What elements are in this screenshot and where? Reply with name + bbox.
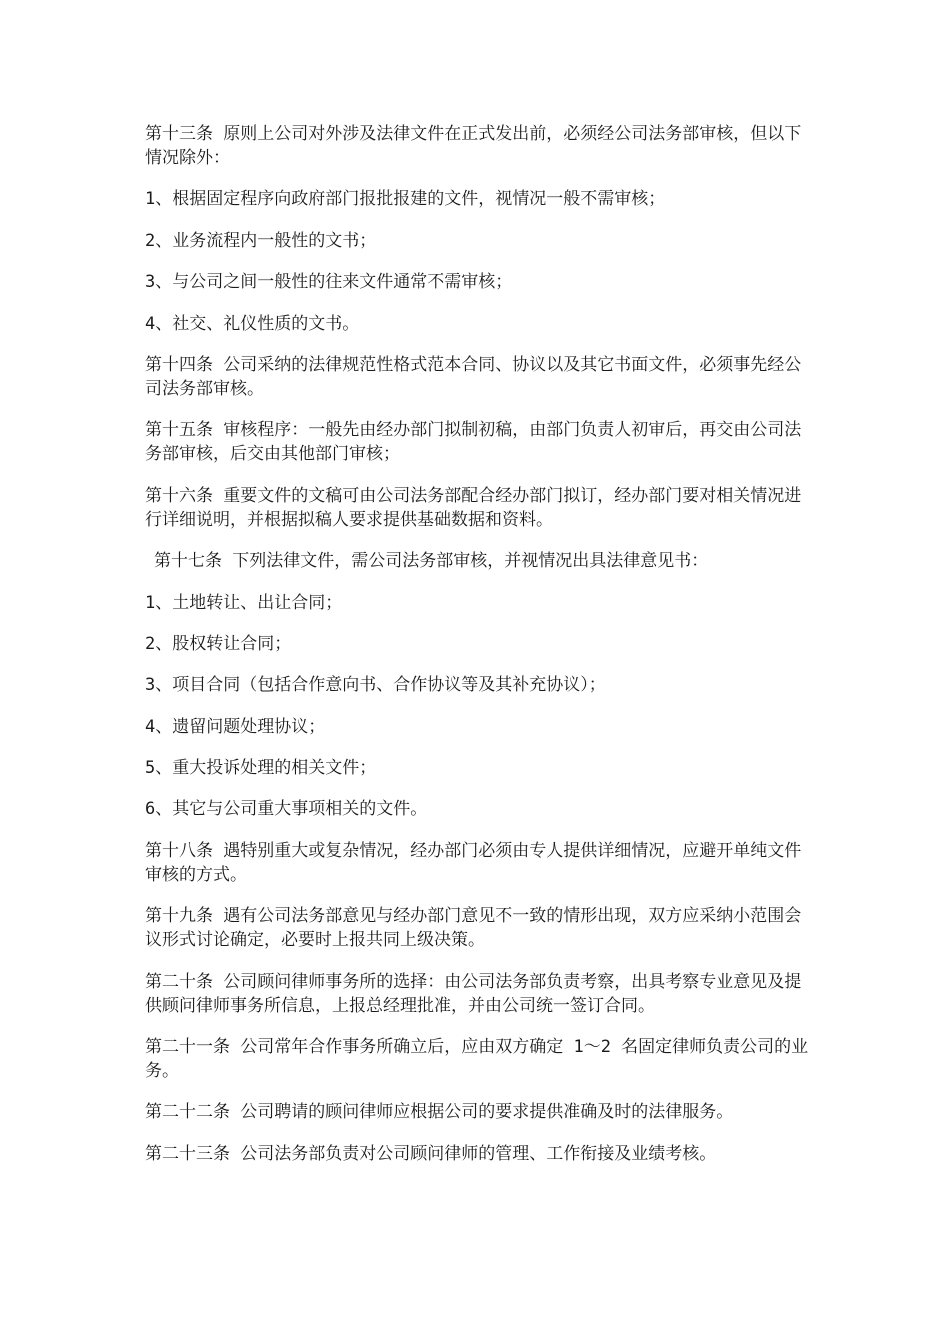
article-13-item-3: 3、与公司之间一般性的往来文件通常不需审核； — [145, 272, 513, 293]
article-22: 第二十二条 公司聘请的顾问律师应根据公司的要求提供准确及时的法律服务。 — [145, 1102, 734, 1123]
article-13-item-1: 1、根据固定程序向政府部门报批报建的文件，视情况一般不需审核； — [145, 189, 666, 210]
article-17-item-3: 3、项目合同（包括合作意向书、合作协议等及其补充协议）； — [145, 675, 606, 696]
document-body — [145, 122, 815, 1183]
article-13-item-2: 2、业务流程内一般性的文书； — [145, 230, 377, 251]
article-13-item-4: 4、社交、礼仪性质的文书。 — [145, 313, 360, 334]
article-20: 第二十条 公司顾问律师事务所的选择：由公司法务部负责考察，出具考察专业意见及提供顾问律师事务所信息，上报总经理批准，并由公司统一签订合同。 — [145, 971, 802, 1016]
article-18: 第十八条 遇特别重大或复杂情况，经办部门必须由专人提供详细情况，应避开单纯文件审核的方式。 — [145, 840, 802, 885]
article-17-item-6: 6、其它与公司重大事项相关的文件。 — [145, 799, 428, 820]
article-17-item-1: 1、土地转让、出让合同； — [145, 592, 343, 613]
article-17-item-4: 4、遗留问题处理协议； — [145, 716, 326, 737]
article-19: 第十九条 遇有公司法务部意见与经办部门意见不一致的情形出现，双方应采纳小范围会议形式讨论确定，必要时上报共同上级决策。 — [145, 906, 802, 951]
article-15: 第十五条 审核程序：一般先由经办部门拟制初稿，由部门负责人初审后，再交由公司法务部审核，后交由其他部门审核； — [145, 420, 802, 465]
article-17: 第十七条 下列法律文件，需公司法务部审核，并视情况出具法律意见书： — [154, 551, 709, 572]
article-16: 第十六条 重要文件的文稿可由公司法务部配合经办部门拟订，经办部门要对相关情况进行详细说明，并根据拟稿人要求提供基础数据和资料。 — [145, 485, 802, 530]
article-23: 第二十三条 公司法务部负责对公司顾问律师的管理、工作衔接及业绩考核。 — [145, 1143, 717, 1164]
article-13: 第十三条 原则上公司对外涉及法律文件在正式发出前，必须经公司法务部审核，但以下情况除外： — [145, 124, 802, 168]
article-14: 第十四条 公司采纳的法律规范性格式范本合同、协议以及其它书面文件，必须事先经公司法务部审核。 — [145, 354, 802, 399]
article-21: 第二十一条 公司常年合作事务所确立后，应由双方确定 1～2 名固定律师负责公司的业务。 — [145, 1037, 809, 1082]
article-17-item-2: 2、股权转让合同； — [145, 633, 292, 654]
article-17-item-5: 5、重大投诉处理的相关文件； — [145, 758, 377, 779]
